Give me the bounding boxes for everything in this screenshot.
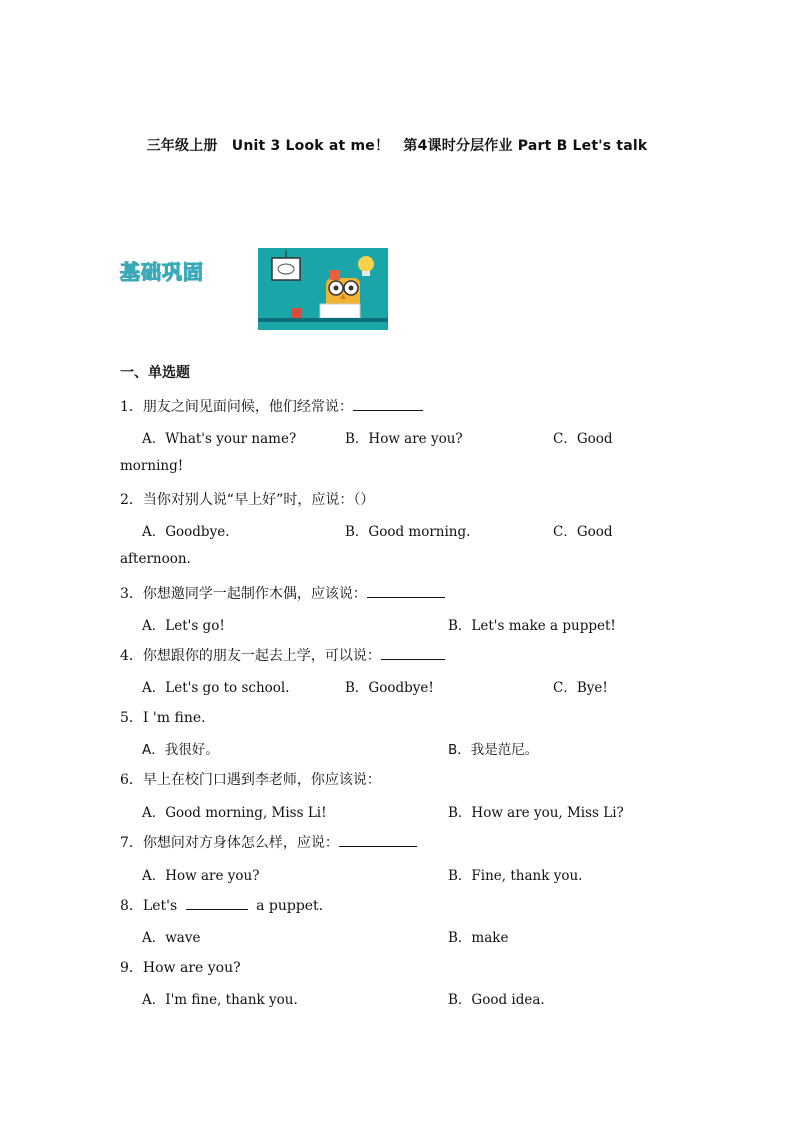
- question-text: 你想问对方身体怎么样，应说：: [142, 835, 339, 851]
- option-a[interactable]: A．How are you?: [142, 868, 260, 884]
- question-8: [120, 895, 323, 915]
- question-number: 9．: [120, 960, 143, 976]
- option-b[interactable]: B．Let's make a puppet!: [448, 618, 616, 634]
- answer-blank[interactable]: [353, 396, 423, 411]
- question-text: 朋友之间见面问候，他们经常说：: [142, 399, 353, 415]
- option-a[interactable]: A．Let's go!: [142, 618, 225, 634]
- option-a[interactable]: A．Good morning, Miss Li!: [142, 805, 327, 821]
- option-c[interactable]: C．Bye!: [553, 680, 608, 696]
- question-9: [120, 957, 241, 977]
- question-number: 6．: [120, 772, 143, 788]
- question-1: [120, 396, 423, 416]
- question-text: 当你对别人说“早上好”时，应说：（）: [142, 492, 375, 508]
- question-text: I 'm fine.: [142, 710, 206, 726]
- question-5: [120, 707, 206, 727]
- question-number: 1．: [120, 399, 143, 415]
- option-a[interactable]: A．Goodbye.: [142, 524, 230, 540]
- question-number: 7．: [120, 835, 143, 851]
- question-number: 4．: [120, 648, 143, 664]
- option-b[interactable]: B．Goodbye!: [345, 680, 434, 696]
- option-a[interactable]: A．What's your name?: [142, 431, 297, 447]
- question-number: 3．: [120, 586, 143, 602]
- question-7: [120, 832, 417, 852]
- question-number: 8．: [120, 898, 143, 914]
- option-b[interactable]: B．How are you?: [345, 431, 463, 447]
- question-number: 2．: [120, 492, 143, 508]
- option-b[interactable]: B．Fine, thank you.: [448, 868, 583, 884]
- option-a[interactable]: A．Let's go to school.: [142, 680, 290, 696]
- question-text-after: a puppet.: [251, 898, 324, 914]
- answer-blank[interactable]: [186, 895, 248, 910]
- answer-blank[interactable]: [339, 832, 417, 847]
- section-title: 一、单选题: [120, 365, 190, 381]
- option-b[interactable]: B．我是范尼。: [448, 742, 539, 758]
- page-title: 三年级上册 Unit 3 Look at me！ 第4课时分层作业 Part B Let's talk: [146, 138, 648, 154]
- question-text-before: Let's: [142, 898, 182, 914]
- question-4: [120, 645, 445, 665]
- option-a[interactable]: A．I'm fine, thank you.: [142, 992, 298, 1008]
- answer-blank[interactable]: [381, 645, 445, 660]
- option-b[interactable]: B．Good morning.: [345, 524, 471, 540]
- option-c[interactable]: C．Good: [553, 431, 613, 447]
- option-b[interactable]: B．make: [448, 930, 509, 946]
- question-text: 你想邀同学一起制作木偶，应该说：: [142, 586, 367, 602]
- owl-teacher-illustration: [258, 248, 388, 330]
- section-badge: [118, 258, 218, 288]
- option-c-continued: morning!: [120, 458, 184, 474]
- option-b[interactable]: B．Good idea.: [448, 992, 545, 1008]
- option-a[interactable]: A．我很好。: [142, 742, 219, 758]
- question-text: 你想跟你的朋友一起去上学，可以说：: [142, 648, 381, 664]
- option-c-continued: afternoon.: [120, 551, 191, 567]
- question-3: [120, 583, 445, 603]
- question-6: [120, 769, 381, 789]
- option-c[interactable]: C．Good: [553, 524, 613, 540]
- question-text: 早上在校门口遇到李老师，你应该说：: [142, 772, 381, 788]
- question-2: [120, 489, 374, 509]
- option-b[interactable]: B．How are you, Miss Li?: [448, 805, 624, 821]
- question-number: 5．: [120, 710, 143, 726]
- question-text: How are you?: [142, 960, 241, 976]
- option-a[interactable]: A．wave: [142, 930, 201, 946]
- badge-text: 基础巩固: [120, 260, 204, 284]
- answer-blank[interactable]: [367, 583, 445, 598]
